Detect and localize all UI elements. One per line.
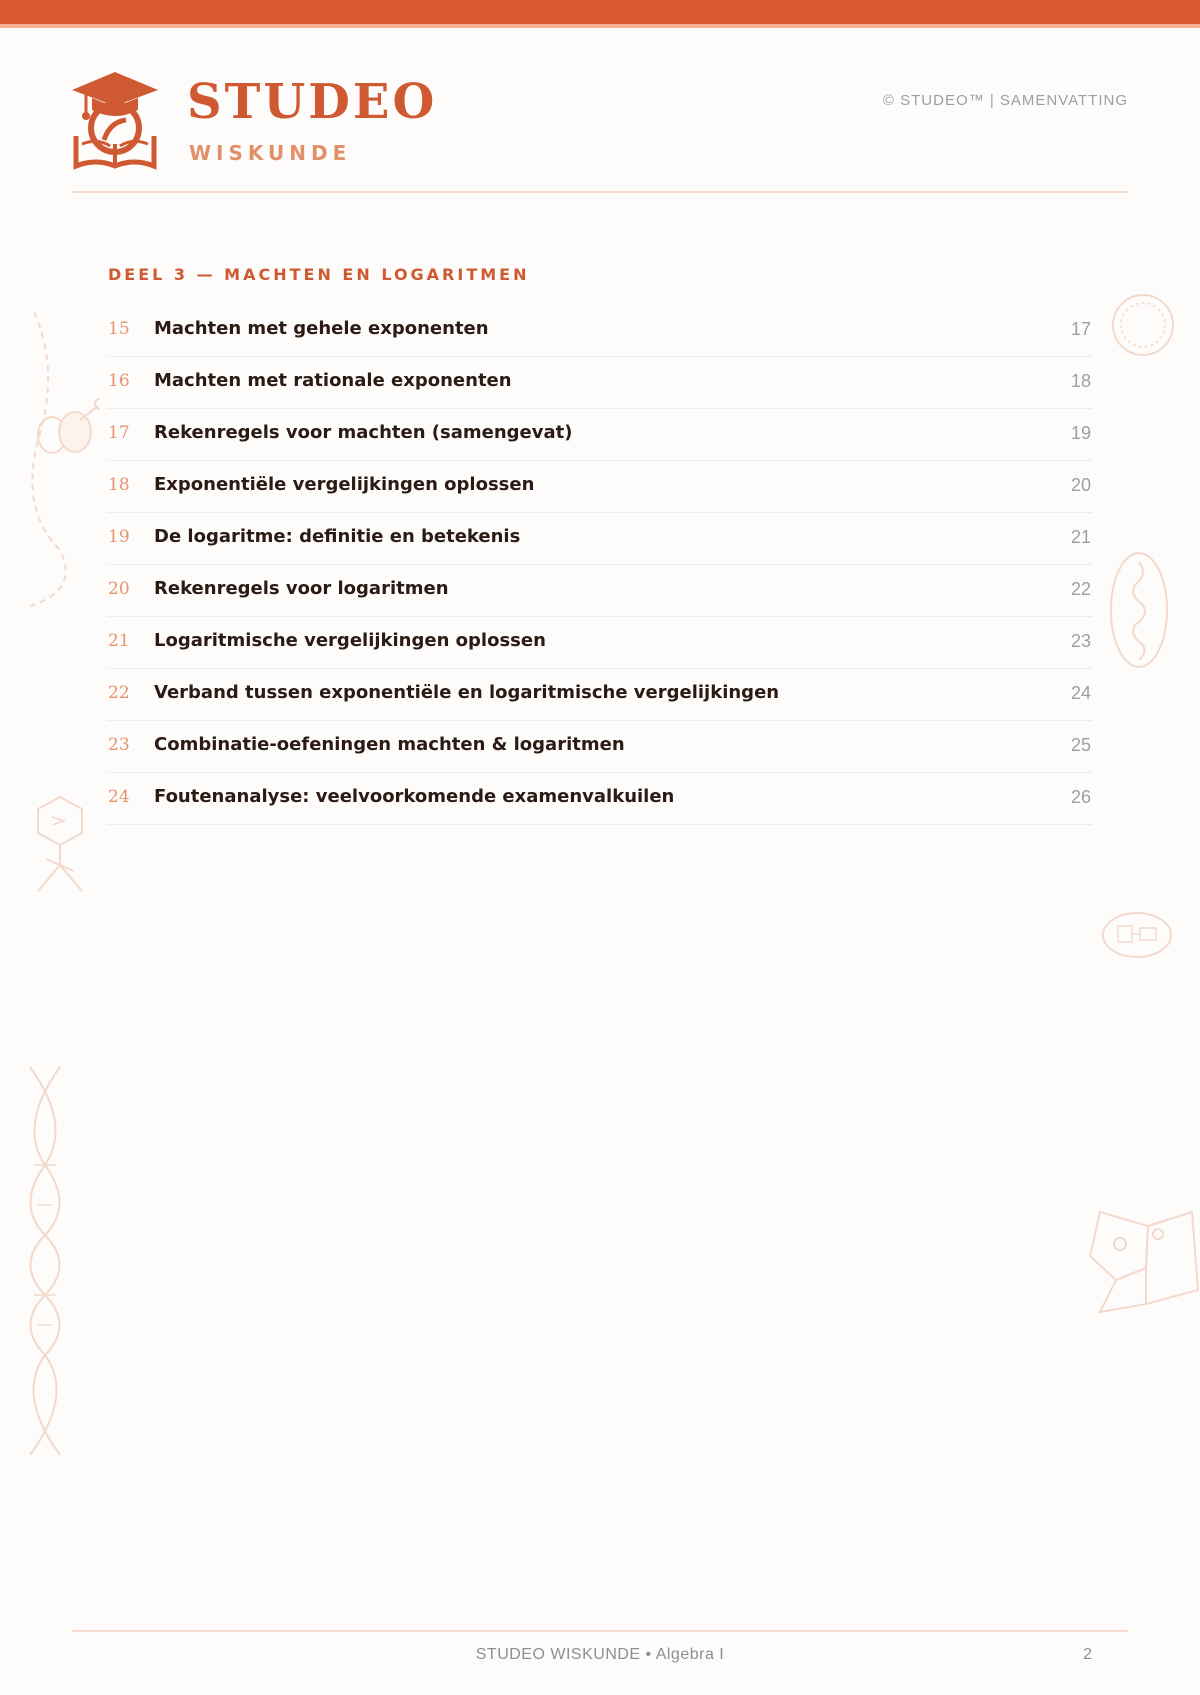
toc-item[interactable] [108,305,1091,357]
decorative-molecule-icon [32,795,88,895]
toc-item-page: 25 [1070,735,1091,755]
footer-title: STUDEO WISKUNDE • Algebra I [475,1646,725,1663]
toc-item-title: Rekenregels voor machten (samengevat) [154,422,573,443]
footer-divider [72,1630,1128,1632]
toc-item-number: 21 [108,631,130,651]
toc-item[interactable] [108,721,1091,773]
toc-item-title: Rekenregels voor logaritmen [154,578,449,599]
footer-page-number: 2 [1083,1646,1092,1663]
toc-item-page: 26 [1070,787,1091,807]
toc-item-title: Machten met gehele exponenten [154,318,489,339]
toc-item-title: Combinatie-oefeningen machten & logaritmen [154,734,625,755]
toc-item-title: Verband tussen exponentiële en logaritmische vergelijkingen [154,682,780,703]
top-accent-bar [0,0,1200,24]
toc-item-number: 24 [108,787,130,807]
header-copyright: © STUDEO™ | SAMENVATTING [882,92,1128,109]
graduation-cap-book-logo-icon [70,70,160,170]
decorative-curve-icon [20,310,100,610]
header-divider [72,191,1128,193]
toc-item-number: 19 [108,527,130,547]
toc-item[interactable] [108,409,1091,461]
toc-item[interactable] [108,565,1091,617]
toc-item-page: 20 [1070,475,1091,495]
brand-subtitle: WISKUNDE [189,141,352,165]
decorative-capsule-icon [1100,910,1174,960]
toc-item-number: 17 [108,423,130,443]
toc-item-page: 17 [1070,319,1091,339]
toc-item-page: 21 [1070,527,1091,547]
toc-item-number: 22 [108,683,130,703]
toc-item-title: Logaritmische vergelijkingen oplossen [154,630,546,651]
toc-item-title: Machten met rationale exponenten [154,370,512,391]
decorative-circle-icon [1110,292,1176,358]
toc-item-number: 16 [108,371,130,391]
brand-name: STUDEO [187,74,438,130]
toc-item-number: 15 [108,319,130,339]
toc-item-number: 20 [108,579,130,599]
toc-item-title: Foutenanalyse: veelvoorkomende examenvalkuilen [154,786,675,807]
toc-item-title: Exponentiële vergelijkingen oplossen [154,474,535,495]
toc-item-page: 22 [1070,579,1091,599]
decorative-map-icon [1088,1208,1200,1314]
toc-item-page: 23 [1070,631,1091,651]
toc-item-number: 18 [108,475,130,495]
table-of-contents [108,305,1091,825]
section-title: DEEL 3 — MACHTEN EN LOGARITMEN [108,265,530,284]
toc-item[interactable] [108,513,1091,565]
toc-item[interactable] [108,773,1091,825]
decorative-oval-icon [1108,550,1170,670]
toc-item-page: 19 [1070,423,1091,443]
top-accent-stripe [0,24,1200,28]
toc-item-page: 24 [1070,683,1091,703]
toc-item[interactable] [108,669,1091,721]
toc-item-number: 23 [108,735,130,755]
toc-item[interactable] [108,617,1091,669]
toc-item-title: De logaritme: definitie en betekenis [154,526,521,547]
toc-item[interactable] [108,461,1091,513]
decorative-dna-helix-icon [12,1065,78,1457]
toc-item-page: 18 [1070,371,1091,391]
toc-item[interactable] [108,357,1091,409]
